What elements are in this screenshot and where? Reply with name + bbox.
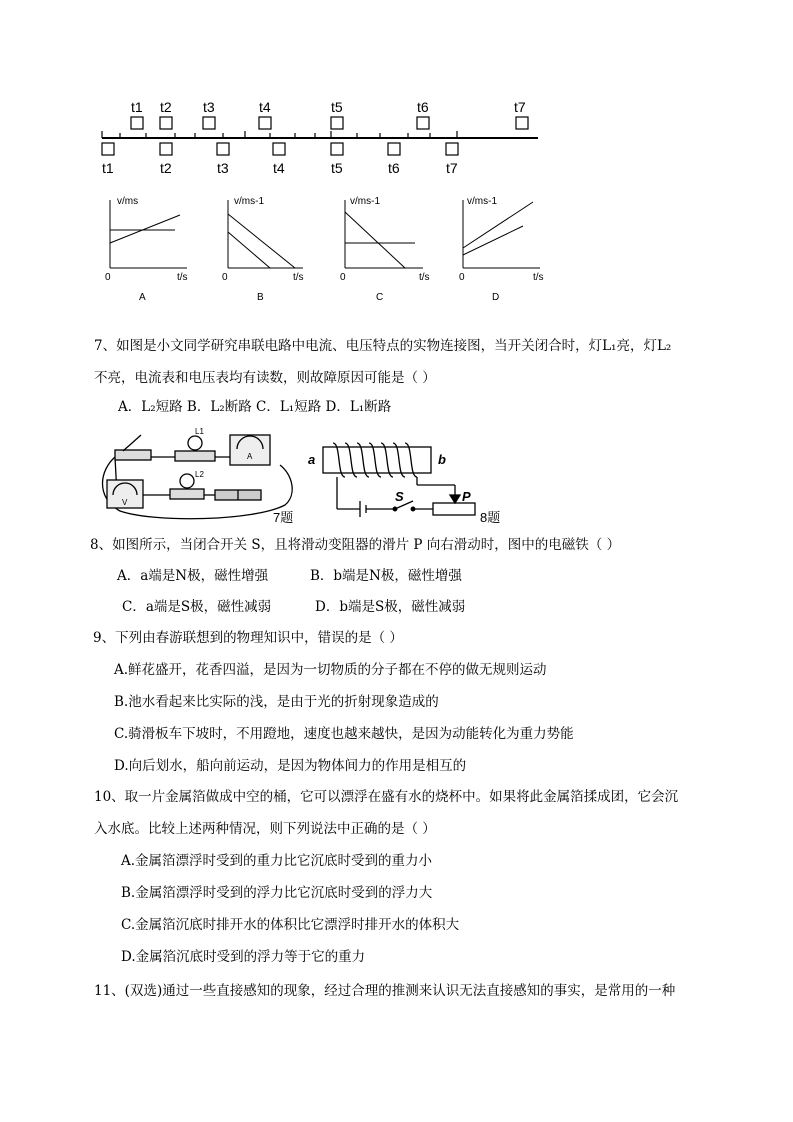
q7-circuit-figure xyxy=(95,425,300,523)
graph-d-xlabel: t/s xyxy=(533,272,544,283)
graph-a-xlabel: t/s xyxy=(177,272,188,283)
q10-option-a: A.金属箔漂浮时受到的重力比它沉底时受到的重力小 xyxy=(121,853,433,869)
q7-fig-v: V xyxy=(122,498,128,507)
tape-bottom-label: t6 xyxy=(388,160,400,176)
graph-c-xlabel: t/s xyxy=(419,272,430,283)
q9-option-b: B.池水看起来比实际的浅，是由于光的折射现象造成的 xyxy=(114,694,439,710)
q8-option-c: C．a端是S极，磁性减弱 xyxy=(122,599,272,615)
graph-a-origin: 0 xyxy=(105,272,111,283)
graph-c-letter: C xyxy=(376,292,384,303)
q8-stem: 8、如图所示，当闭合开关 S，且将滑动变阻器的滑片 P 向右滑动时，图中的电磁铁（ ） xyxy=(90,537,621,553)
q8-figure-label: 8题 xyxy=(480,510,501,525)
tape-bottom-label: t2 xyxy=(160,160,172,176)
tape-bottom-label: t1 xyxy=(102,160,114,176)
q8-option-a: A．a端是N极，磁性增强 xyxy=(117,568,269,584)
tape-top-label: t6 xyxy=(417,99,429,115)
q11-stem-line1: 11、(双选)通过一些直接感知的现象，经过合理的推测来认识无法直接感知的事实，是常用的一种 xyxy=(94,983,676,999)
tape-bottom-label: t4 xyxy=(273,160,285,176)
ticker-tape-figure xyxy=(95,95,545,180)
q7-stem-line1: 7、如图是小文同学研究串联电路中电流、电压特点的实物连接图，当开关闭合时，灯L₁亮，灯L₂ xyxy=(94,338,672,354)
graph-b-ylabel: v/ms-1 xyxy=(234,196,264,207)
q8-electromagnet-figure xyxy=(305,437,485,522)
graph-d-origin: 0 xyxy=(459,272,465,283)
graph-c-ylabel: v/ms-1 xyxy=(350,196,380,207)
vt-graphs-figure xyxy=(95,188,555,306)
q7-fig-l2: L2 xyxy=(195,470,204,479)
tape-bottom-label: t5 xyxy=(331,160,343,176)
q10-stem-line1: 10、取一片金属箔做成中空的桶，它可以漂浮在盛有水的烧杯中。如果将此金属箔揉成团，它会沉 xyxy=(94,789,679,805)
graph-d-ylabel: v/ms-1 xyxy=(467,196,497,207)
q10-option-d: D.金属箔沉底时受到的浮力等于它的重力 xyxy=(121,949,366,965)
q8-option-b: B．b端是N极，磁性增强 xyxy=(310,568,462,584)
tape-bottom-label: t7 xyxy=(446,160,458,176)
q8-fig-s: S xyxy=(395,489,404,504)
graph-a-ylabel: v/ms xyxy=(117,196,139,207)
q7-options: A．L₂短路 B．L₂断路 C．L₁短路 D．L₁断路 xyxy=(118,399,392,415)
q9-option-d: D.向后划水，船向前运动，是因为物体间力的作用是相互的 xyxy=(114,758,467,774)
tape-top-label: t4 xyxy=(259,99,271,115)
graph-b-origin: 0 xyxy=(222,272,228,283)
q9-stem: 9、下列由春游联想到的物理知识中，错误的是（ ） xyxy=(93,630,403,646)
q7-stem-line2: 不亮，电流表和电压表均有读数，则故障原因可能是（ ） xyxy=(94,370,436,386)
graph-c-origin: 0 xyxy=(340,272,346,283)
q10-option-b: B.金属箔漂浮时受到的浮力比它沉底时受到的浮力大 xyxy=(121,885,433,901)
tape-top-label: t3 xyxy=(203,99,215,115)
q7-fig-a: A xyxy=(247,452,253,461)
tape-bottom-label: t3 xyxy=(217,160,229,176)
q8-fig-a: a xyxy=(308,452,316,467)
graph-b-xlabel: t/s xyxy=(293,272,304,283)
q9-option-c: C.骑滑板车下坡时，不用蹬地，速度也越来越快，是因为动能转化为重力势能 xyxy=(114,726,574,742)
q8-fig-p: P xyxy=(462,489,471,504)
q8-fig-b: b xyxy=(438,452,446,467)
tape-top-label: t1 xyxy=(131,99,143,115)
tape-top-label: t5 xyxy=(331,99,343,115)
q10-stem-line2: 入水底。比较上述两种情况，则下列说法中正确的是（ ） xyxy=(94,821,436,837)
q10-option-c: C.金属箔沉底时排开水的体积比它漂浮时排开水的体积大 xyxy=(121,917,460,933)
graph-a-letter: A xyxy=(139,292,146,303)
tape-top-label: t2 xyxy=(160,99,172,115)
graph-d-letter: D xyxy=(492,292,500,303)
q9-option-a: A.鲜花盛开，花香四溢，是因为一切物质的分子都在不停的做无规则运动 xyxy=(114,662,547,678)
q7-figure-label: 7题 xyxy=(273,510,294,525)
graph-b-letter: B xyxy=(257,292,264,303)
q8-option-d: D．b端是S极，磁性减弱 xyxy=(315,599,466,615)
q7-fig-l1: L1 xyxy=(195,427,204,436)
tape-top-label: t7 xyxy=(514,99,526,115)
